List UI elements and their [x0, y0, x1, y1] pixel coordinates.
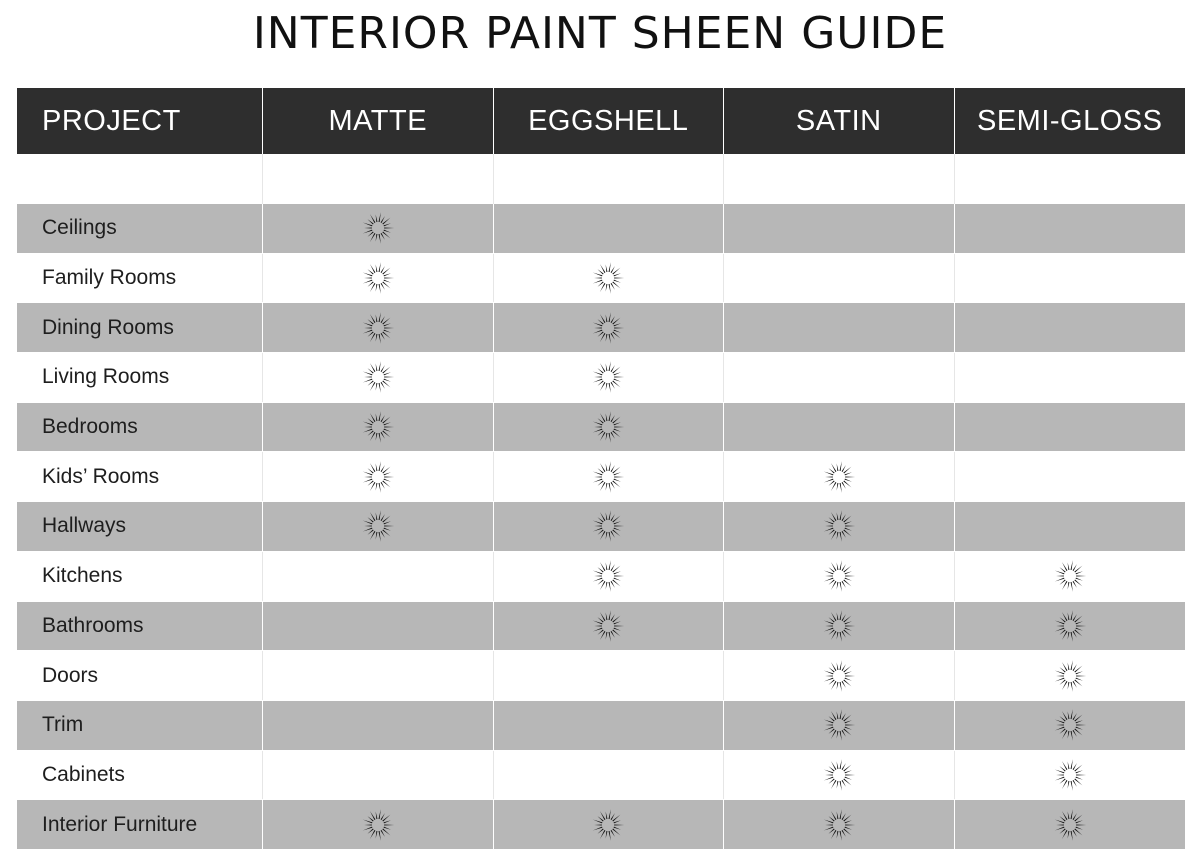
sunburst-icon — [1051, 557, 1089, 595]
cell-satin — [724, 751, 955, 800]
cell-semi-gloss — [955, 751, 1186, 800]
project-label: Hallways — [17, 502, 263, 551]
sunburst-icon — [820, 756, 858, 794]
sunburst-icon — [820, 806, 858, 844]
cell-eggshell — [494, 204, 725, 253]
cell-matte — [263, 602, 494, 651]
cell-semi-gloss — [955, 403, 1186, 452]
cell-matte — [263, 452, 494, 501]
cell-matte — [263, 254, 494, 303]
cell-matte — [263, 403, 494, 452]
project-label: Kitchens — [17, 552, 263, 601]
sunburst-icon — [1051, 607, 1089, 645]
table-row — [17, 602, 1185, 652]
cell-eggshell — [494, 254, 725, 303]
table-row — [17, 701, 1185, 751]
column-header-eggshell: EGGSHELL — [494, 88, 725, 154]
cell-semi-gloss — [955, 651, 1186, 700]
sunburst-icon — [589, 458, 627, 496]
sunburst-icon — [820, 607, 858, 645]
sunburst-icon — [589, 507, 627, 545]
cell-satin — [724, 651, 955, 700]
cell-matte — [263, 353, 494, 402]
sunburst-icon — [589, 408, 627, 446]
sunburst-icon — [359, 309, 397, 347]
cell-eggshell — [494, 502, 725, 551]
cell-satin — [724, 353, 955, 402]
table-row — [17, 204, 1185, 254]
cell-eggshell — [494, 353, 725, 402]
sunburst-icon — [1051, 806, 1089, 844]
cell-semi-gloss — [955, 552, 1186, 601]
sunburst-icon — [1051, 706, 1089, 744]
table-row — [17, 452, 1185, 502]
cell-semi-gloss — [955, 204, 1186, 253]
sunburst-icon — [820, 706, 858, 744]
cell-eggshell — [494, 751, 725, 800]
cell-matte — [263, 502, 494, 551]
project-label: Doors — [17, 651, 263, 700]
cell-semi-gloss — [955, 602, 1186, 651]
sunburst-icon — [359, 408, 397, 446]
sunburst-icon — [1051, 756, 1089, 794]
cell-satin — [724, 701, 955, 750]
cell-semi-gloss — [955, 800, 1186, 849]
project-label: Bedrooms — [17, 403, 263, 452]
cell-matte — [263, 800, 494, 849]
sunburst-icon — [589, 806, 627, 844]
project-label: Ceilings — [17, 204, 263, 253]
project-label: Bathrooms — [17, 602, 263, 651]
cell-semi-gloss — [955, 502, 1186, 551]
sunburst-icon — [589, 557, 627, 595]
table-row — [17, 552, 1185, 602]
cell-eggshell — [494, 602, 725, 651]
table-header — [17, 88, 1185, 154]
sunburst-icon — [359, 458, 397, 496]
sunburst-icon — [589, 358, 627, 396]
table-row — [17, 303, 1185, 353]
project-label: Dining Rooms — [17, 303, 263, 352]
sunburst-icon — [359, 209, 397, 247]
spacer-cell — [17, 154, 263, 204]
column-header-semi-gloss: SEMI-GLOSS — [977, 104, 1163, 137]
cell-satin — [724, 502, 955, 551]
cell-eggshell — [494, 701, 725, 750]
cell-matte — [263, 651, 494, 700]
page-title: INTERIOR PAINT SHEEN GUIDE — [252, 8, 948, 59]
cell-semi-gloss — [955, 701, 1186, 750]
sunburst-icon — [820, 557, 858, 595]
project-label: Family Rooms — [17, 254, 263, 303]
table-row — [17, 254, 1185, 304]
cell-eggshell — [494, 651, 725, 700]
table-body — [17, 204, 1185, 850]
sunburst-icon — [359, 259, 397, 297]
column-header-satin: SATIN — [724, 88, 955, 154]
cell-eggshell — [494, 403, 725, 452]
cell-eggshell — [494, 303, 725, 352]
cell-semi-gloss — [955, 254, 1186, 303]
cell-matte — [263, 552, 494, 601]
sunburst-icon — [359, 358, 397, 396]
cell-eggshell — [494, 800, 725, 849]
cell-satin — [724, 254, 955, 303]
table-row — [17, 751, 1185, 801]
spacer-cell — [494, 154, 725, 204]
cell-matte — [263, 303, 494, 352]
project-label: Cabinets — [17, 751, 263, 800]
cell-eggshell — [494, 552, 725, 601]
project-label: Living Rooms — [17, 353, 263, 402]
cell-satin — [724, 452, 955, 501]
cell-semi-gloss — [955, 353, 1186, 402]
column-header-matte: MATTE — [263, 88, 494, 154]
cell-semi-gloss — [955, 452, 1186, 501]
cell-satin — [724, 602, 955, 651]
sunburst-icon — [589, 607, 627, 645]
spacer-cell — [955, 154, 1186, 204]
sunburst-icon — [359, 507, 397, 545]
sunburst-icon — [359, 806, 397, 844]
project-label: Interior Furniture — [17, 800, 263, 849]
cell-matte — [263, 751, 494, 800]
sunburst-icon — [589, 259, 627, 297]
cell-eggshell — [494, 452, 725, 501]
spacer-cell — [263, 154, 494, 204]
table-row — [17, 800, 1185, 850]
cell-matte — [263, 701, 494, 750]
header-spacer — [17, 154, 1185, 204]
table-row — [17, 502, 1185, 552]
cell-satin — [724, 552, 955, 601]
sunburst-icon — [820, 657, 858, 695]
project-label: Trim — [17, 701, 263, 750]
cell-satin — [724, 800, 955, 849]
cell-satin — [724, 403, 955, 452]
spacer-cell — [724, 154, 955, 204]
sunburst-icon — [589, 309, 627, 347]
project-label: Kids’ Rooms — [17, 452, 263, 501]
table-row — [17, 353, 1185, 403]
sunburst-icon — [820, 507, 858, 545]
table-row — [17, 403, 1185, 453]
sheen-table — [17, 88, 1185, 850]
cell-satin — [724, 204, 955, 253]
cell-semi-gloss — [955, 303, 1186, 352]
cell-matte — [263, 204, 494, 253]
column-header-project: PROJECT — [17, 88, 263, 154]
sunburst-icon — [1051, 657, 1089, 695]
cell-satin — [724, 303, 955, 352]
table-row — [17, 651, 1185, 701]
sunburst-icon — [820, 458, 858, 496]
